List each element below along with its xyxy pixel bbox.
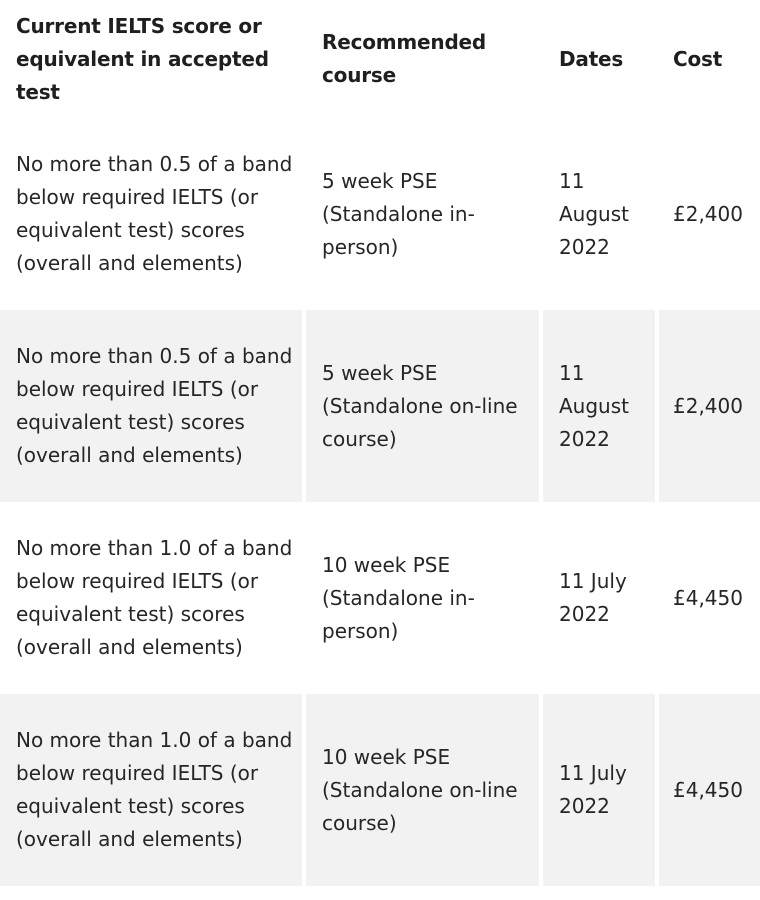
course-cell: 5 week PSE (Standalone on-line course) (306, 310, 539, 502)
score-cell: No more than 1.0 of a band below required IELTS (or equivalent test) scores (overall and elements) (0, 502, 302, 694)
header-cost: Cost (659, 0, 760, 118)
course-cell: 10 week PSE (Standalone on-line course) (306, 694, 539, 886)
dates-cell: 11 July 2022 (543, 694, 655, 886)
score-cell: No more than 1.0 of a band below required IELTS (or equivalent test) scores (overall and elements) (0, 694, 302, 886)
score-cell: No more than 0.5 of a band below required IELTS (or equivalent test) scores (overall and elements) (0, 118, 302, 310)
table-row (0, 694, 760, 886)
course-cell: 10 week PSE (Standalone in-person) (306, 502, 539, 694)
header-recommended-course: Recommended course (306, 0, 539, 118)
header-ielts-score: Current IELTS score or equivalent in accepted test (0, 0, 302, 118)
dates-cell: 11 August 2022 (543, 310, 655, 502)
cost-cell: £2,400 (659, 310, 760, 502)
cost-cell: £4,450 (659, 502, 760, 694)
table-header-row (0, 0, 760, 118)
table-row (0, 118, 760, 310)
cost-cell: £4,450 (659, 694, 760, 886)
dates-cell: 11 July 2022 (543, 502, 655, 694)
cost-cell: £2,400 (659, 118, 760, 310)
score-cell: No more than 0.5 of a band below required IELTS (or equivalent test) scores (overall and elements) (0, 310, 302, 502)
dates-cell: 11 August 2022 (543, 118, 655, 310)
course-cell: 5 week PSE (Standalone in-person) (306, 118, 539, 310)
table-row (0, 502, 760, 694)
header-dates: Dates (543, 0, 655, 118)
table-row (0, 310, 760, 502)
